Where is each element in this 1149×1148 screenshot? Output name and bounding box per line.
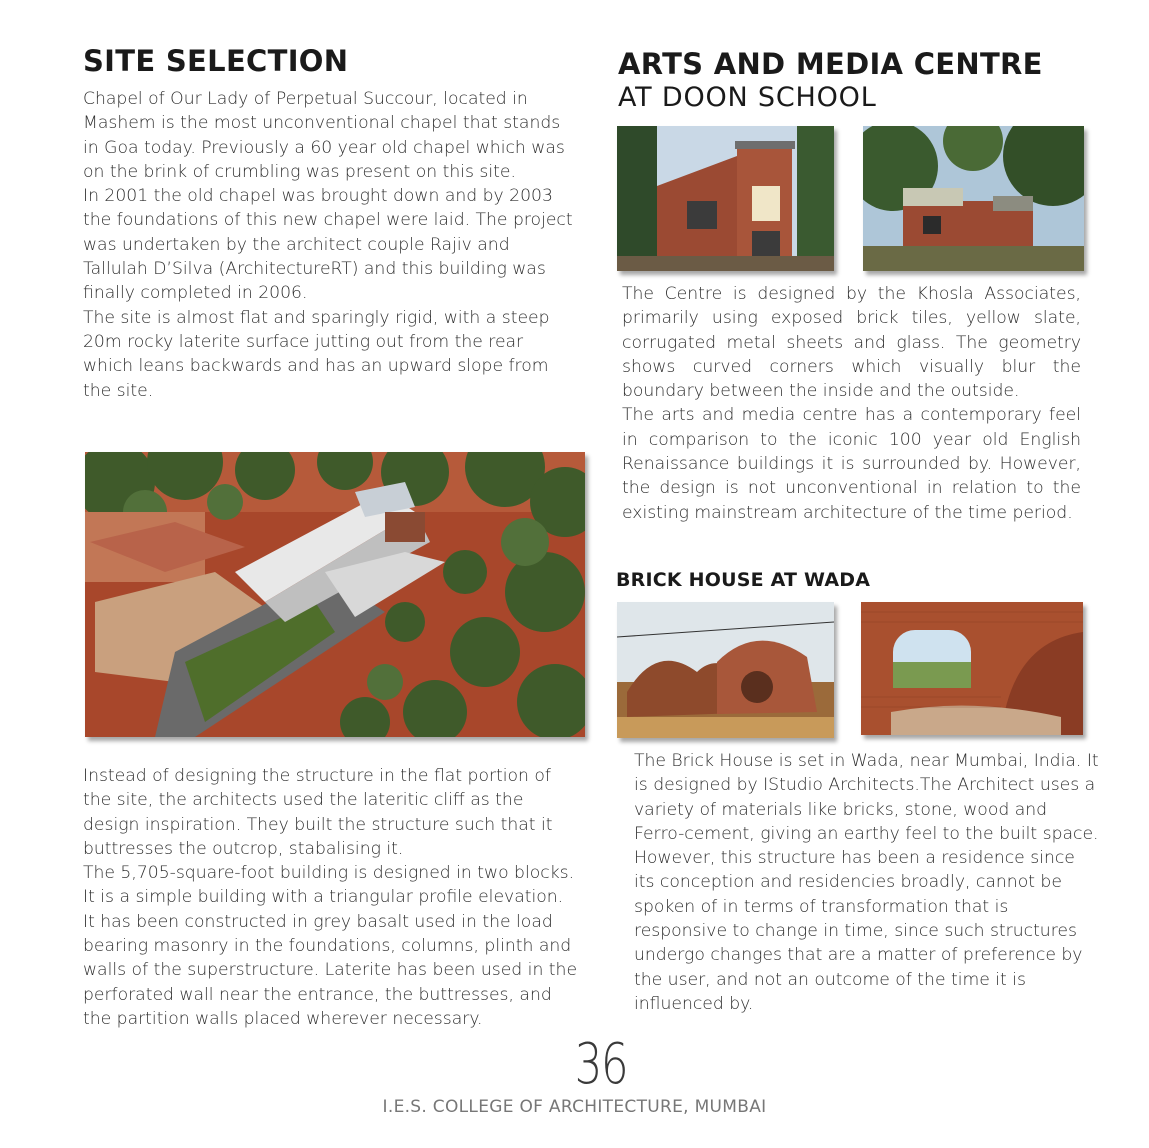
page-number: 36 — [574, 1032, 628, 1097]
chapel-aerial-render-image — [85, 452, 585, 737]
paragraph: Chapel of Our Lady of Perpetual Succour, located in Mashem is the most unconventional chapel that stands in Goa today. Previously a 60 year old chapel which was on the brink of crumbling was present on this site. — [83, 89, 565, 182]
paragraph: Instead of designing the structure in the flat portion of the site, the architects used the lateritic cliff as the design inspiration. They built the structure such that it buttresses the outcrop, stabalising it. — [83, 766, 553, 859]
doon-centre-text — [622, 282, 1081, 525]
paragraph: The Brick House is set in Wada, near Mumbai, India. It is designed by IStudio Architects.The Architect uses a variety of materials like bricks, stone, wood and Ferro-cement, giving an earthy feel to the built space. However, this structure has been a residence since its conception and residencies broadly, cannot be spoken of in terms of transformation that is responsive to change in time, since such structures undergo changes that are a matter of preference by the user, and not an outcome of the time it is influenced by. — [634, 751, 1099, 1014]
site-selection-body — [83, 764, 578, 1031]
brick-house-heading: BRICK HOUSE AT WADA — [616, 569, 871, 591]
brick-house-text — [634, 749, 1099, 1016]
doon-school-subheading: AT DOON SCHOOL — [618, 82, 877, 113]
paragraph: The 5,705-square-foot building is designed in two blocks. It is a simple building with a triangular profile elevation. It has been constructed in grey basalt used in the load bearing masonry in the foundations, columns, plinth and walls of the superstructure. Laterite has been used in the perforated wall near the entrance, the buttresses, and the partition walls placed wherever necessary. — [83, 863, 578, 1029]
paragraph: The arts and media centre has a contemporary feel in comparison to the iconic 100 year old English Renaissance buildings it is surrounded by. However, the design is not unconventional in relation to the existing mainstream architecture of the time period. — [622, 405, 1081, 523]
site-selection-intro — [83, 87, 573, 403]
brick-house-exterior-photo — [617, 602, 834, 738]
doon-centre-photo-side — [863, 126, 1084, 271]
brick-house-interior-photo — [861, 602, 1083, 735]
paragraph: In 2001 the old chapel was brought down and by 2003 the foundations of this new chapel were laid. The project was undertaken by the architect couple Rajiv and Tallulah D’Silva (ArchitectureRT) and this building was finally completed in 2006. — [83, 186, 573, 304]
paragraph: The Centre is designed by the Khosla Associates, primarily using exposed brick tiles, yellow slate, corrugated metal sheets and glass. The geometry shows curved corners which visually blur the boundary between the inside and the outside. — [622, 284, 1081, 402]
paragraph: The site is almost flat and sparingly rigid, with a steep 20m rocky laterite surface jutting out from the rear which leans backwards and has an upward slope from the site. — [83, 307, 550, 401]
footer-institution: I.E.S. COLLEGE OF ARCHITECTURE, MUMBAI — [382, 1097, 767, 1117]
site-selection-heading: SITE SELECTION — [83, 44, 349, 78]
arts-media-centre-heading: ARTS AND MEDIA CENTRE — [618, 47, 1043, 81]
doon-centre-photo-front — [617, 126, 834, 271]
